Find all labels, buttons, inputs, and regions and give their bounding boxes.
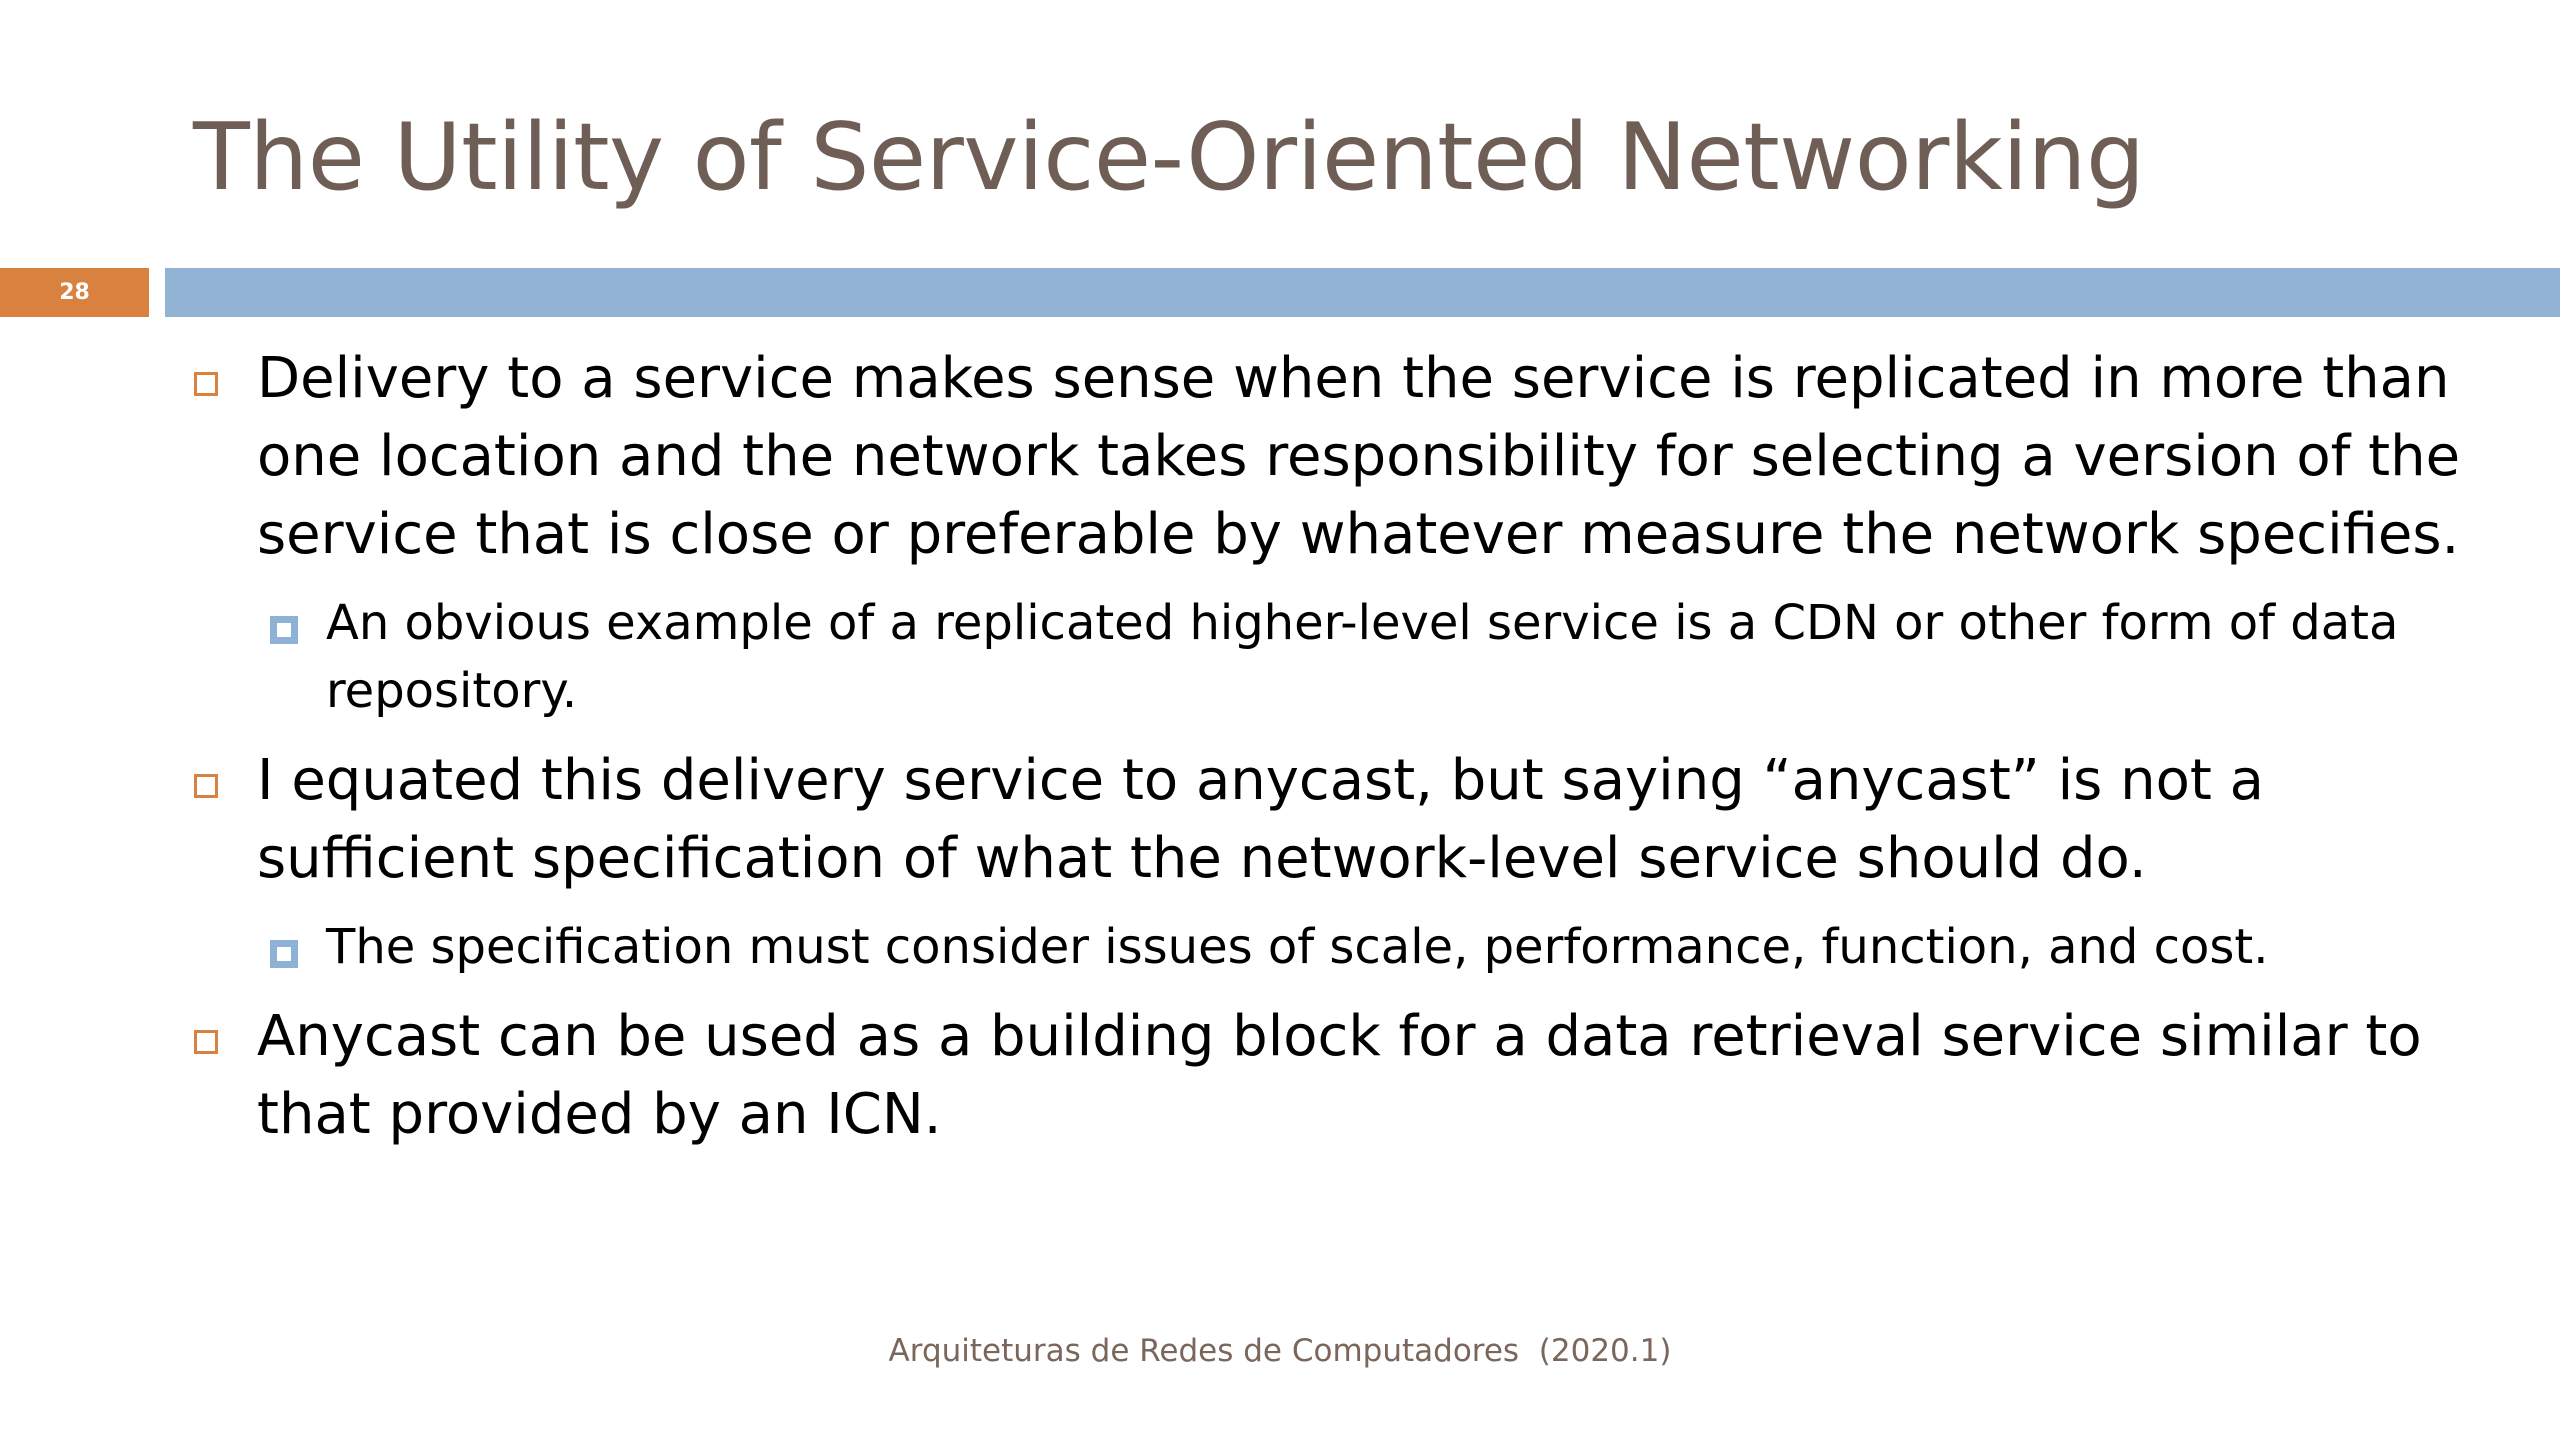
hollow-square-icon — [194, 372, 218, 396]
bullet-list — [190, 340, 2470, 1154]
hollow-square-icon — [194, 1030, 218, 1054]
filled-square-icon — [270, 940, 298, 968]
sub-bullet-text: The specification must consider issues of scale, performance, function, and cost. — [326, 919, 2269, 975]
sub-bullet-item — [267, 913, 2470, 981]
sub-bullet-text: An obvious example of a replicated higher-level service is a CDN or other form of data repository. — [326, 595, 2399, 719]
sub-bullet-item — [267, 589, 2470, 725]
slide-number-badge — [0, 268, 149, 317]
title-divider-bar — [165, 268, 2560, 317]
slide-title: The Utility of Service-Oriented Networking — [193, 103, 2145, 211]
bullet-item — [190, 998, 2470, 1154]
hollow-square-icon — [194, 774, 218, 798]
bullet-text: Anycast can be used as a building block for a data retrieval service similar to that provided by an ICN. — [257, 1004, 2422, 1147]
slide-number: 28 — [59, 280, 90, 305]
slide-footer: Arquiteturas de Redes de Computadores (2020.1) — [888, 1333, 1672, 1369]
bullet-text: I equated this delivery service to anycast, but saying “anycast” is not a sufficient specification of what the network-level service should do. — [257, 748, 2264, 891]
bullet-item — [190, 742, 2470, 898]
bullet-text: Delivery to a service makes sense when the service is replicated in more than one location and the network takes responsibility for selecting a version of the service that is close or preferable by whatever measure the network specifies. — [257, 346, 2461, 567]
bullet-item — [190, 340, 2470, 574]
filled-square-icon — [270, 616, 298, 644]
